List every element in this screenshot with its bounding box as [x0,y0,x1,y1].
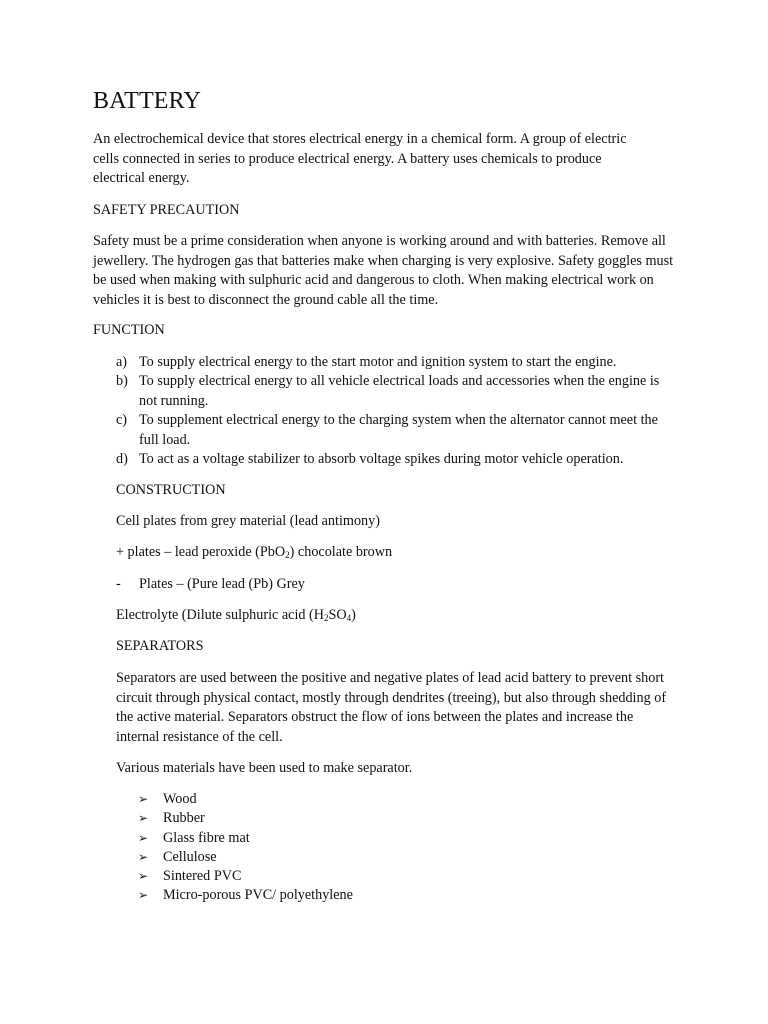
material-list-item [138,886,353,906]
function-marker: b) [116,373,128,389]
material-list-item [138,848,217,868]
material-label: Rubber [163,810,205,826]
function-item [116,372,676,411]
material-label: Glass fibre mat [163,830,250,846]
negative-plates-line [116,575,305,595]
function-marker: c) [116,412,128,428]
negative-plates-marker: - [116,576,121,592]
construction-heading: CONSTRUCTION [116,482,226,498]
positive-plates-subscript: 2 [285,550,290,560]
function-text: To supplement electrical energy to the charging system when the alternator cannot meet the full load. [139,412,658,448]
positive-plates-line [116,543,392,563]
electrolyte-subscript-1: 2 [324,613,329,623]
arrowhead-bullet-icon: ➢ [138,831,149,845]
cell-plates-line: Cell plates from grey material (lead antimony) [116,513,380,529]
material-label: Micro-porous PVC/ polyethylene [163,887,353,903]
function-item [116,411,676,450]
positive-plates-prefix: + plates – lead peroxide (PbO [116,544,286,560]
material-label: Wood [163,791,197,807]
arrowhead-bullet-icon: ➢ [138,888,149,902]
electrolyte-subscript-2: 4 [346,613,352,623]
electrolyte-mid: SO [328,607,347,623]
material-label: Cellulose [163,849,217,865]
materials-intro: Various materials have been used to make separator. [116,760,413,776]
page-title: BATTERY [93,88,202,114]
separators-paragraph: Separators are used between the positive and negative plates of lead acid battery to prevent short circuit through physical contact, mostly through dendrites (treeing), but also through shedding of the active material. Separators obstruct the flow of ions between the plates and increase the internal resistance of the cell. [116,670,667,745]
function-marker: d) [116,451,128,467]
safety-paragraph: Safety must be a prime consideration when anyone is working around and with batteries. Remove all jewellery. The hydrogen gas that batteries make when charging is very explosive. Safety goggles must be used when making with sulphuric acid and dangerous to cloth. When making electrical work on vehicles it is best to disconnect the ground cable all the time. [93,233,674,308]
material-list-item [138,790,197,810]
separators-heading: SEPARATORS [116,638,204,654]
function-heading: FUNCTION [93,322,165,338]
function-text: To act as a voltage stabilizer to absorb voltage spikes during motor vehicle operation. [139,451,624,467]
arrowhead-bullet-icon: ➢ [138,811,149,825]
positive-plates-suffix: ) chocolate brown [289,544,393,560]
negative-plates-text: Plates – (Pure lead (Pb) Grey [139,576,305,592]
electrolyte-suffix: ) [351,607,356,623]
function-text: To supply electrical energy to the start motor and ignition system to start the engine. [139,354,617,370]
function-item [116,353,676,373]
material-list-item [138,829,250,849]
intro-paragraph: An electrochemical device that stores electrical energy in a chemical form. A group of electric cells connected in series to produce electrical energy. A battery uses chemicals to produce electrical energy. [93,131,627,186]
arrowhead-bullet-icon: ➢ [138,869,149,883]
safety-heading: SAFETY PRECAUTION [93,202,240,218]
function-marker: a) [116,354,128,370]
material-list-item [138,867,241,887]
function-item [116,450,676,470]
arrowhead-bullet-icon: ➢ [138,792,149,806]
material-label: Sintered PVC [163,868,242,884]
material-list-item [138,809,205,829]
electrolyte-line [116,606,356,626]
arrowhead-bullet-icon: ➢ [138,850,149,864]
electrolyte-prefix: Electrolyte (Dilute sulphuric acid (H [116,607,325,623]
function-text: To supply electrical energy to all vehicle electrical loads and accessories when the engine is not running. [139,373,660,409]
